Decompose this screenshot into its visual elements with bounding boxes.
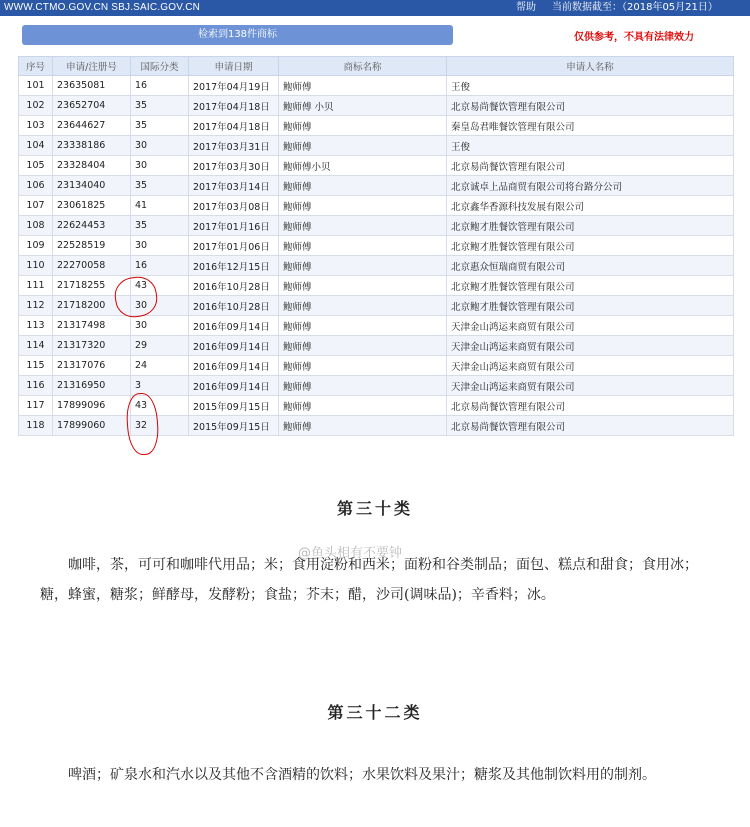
cell-date: 2015年09月15日	[189, 396, 279, 416]
cell-mark-link[interactable]: 鲍师傅	[279, 276, 447, 296]
table-row	[19, 256, 734, 276]
table-row	[19, 176, 734, 196]
cell-mark-link[interactable]: 鲍师傅	[279, 196, 447, 216]
cell-no: 116	[19, 376, 53, 396]
cell-reg-no-link[interactable]: 21317076	[53, 356, 131, 376]
cell-applicant: 王俊	[447, 76, 734, 96]
cell-reg-no-link[interactable]: 22624453	[53, 216, 131, 236]
column-header-date: 申请日期	[189, 57, 279, 76]
cell-mark-link[interactable]: 鲍师傅	[279, 176, 447, 196]
table-row	[19, 316, 734, 336]
result-count-bar: 检索到138件商标	[22, 25, 453, 45]
cell-class: 16	[131, 76, 189, 96]
table-row	[19, 296, 734, 316]
cell-mark-link[interactable]: 鲍师傅	[279, 376, 447, 396]
cell-class: 32	[131, 416, 189, 436]
cell-class: 30	[131, 236, 189, 256]
cell-class: 30	[131, 296, 189, 316]
table-row	[19, 376, 734, 396]
cell-class: 43	[131, 276, 189, 296]
table-row	[19, 116, 734, 136]
cell-date: 2017年01月06日	[189, 236, 279, 256]
cell-no: 108	[19, 216, 53, 236]
cell-no: 113	[19, 316, 53, 336]
cell-reg-no-link[interactable]: 17899096	[53, 396, 131, 416]
cell-no: 115	[19, 356, 53, 376]
column-header-reg-no: 申请/注册号	[53, 57, 131, 76]
table-row	[19, 236, 734, 256]
trademark-results-table	[18, 56, 734, 436]
class-32-description: 啤酒；矿泉水和汽水以及其他不含酒精的饮料；水果饮料及果汁；糖浆及其他制饮料用的制剂。	[68, 767, 656, 783]
cell-class: 35	[131, 96, 189, 116]
cell-reg-no-link[interactable]: 23644627	[53, 116, 131, 136]
cell-applicant: 北京鲍才胜餐饮管理有限公司	[447, 236, 734, 256]
cell-reg-no-link[interactable]: 23635081	[53, 76, 131, 96]
column-header-no: 序号	[19, 57, 53, 76]
table-row	[19, 96, 734, 116]
cell-reg-no-link[interactable]: 23134040	[53, 176, 131, 196]
cell-no: 114	[19, 336, 53, 356]
cell-date: 2015年09月15日	[189, 416, 279, 436]
cell-applicant: 秦皇岛君唯餐饮管理有限公司	[447, 116, 734, 136]
cell-reg-no-link[interactable]: 23328404	[53, 156, 131, 176]
cell-mark-link[interactable]: 鲍师傅	[279, 236, 447, 256]
cell-no: 111	[19, 276, 53, 296]
cell-no: 104	[19, 136, 53, 156]
cell-mark-link[interactable]: 鲍师傅	[279, 76, 447, 96]
cell-class: 35	[131, 216, 189, 236]
cell-reg-no-link[interactable]: 22528519	[53, 236, 131, 256]
cell-applicant: 天津金山鸿运来商贸有限公司	[447, 316, 734, 336]
cell-date: 2016年12月15日	[189, 256, 279, 276]
watermark: @鱼头相有不要钟	[298, 546, 403, 561]
site-url[interactable]: WWW.CTMO.GOV.CN SBJ.SAIC.GOV.CN	[4, 2, 201, 13]
column-header-applicant: 申请人名称	[447, 57, 734, 76]
cell-no: 103	[19, 116, 53, 136]
cell-date: 2016年09月14日	[189, 356, 279, 376]
cell-no: 109	[19, 236, 53, 256]
cell-mark-link[interactable]: 鲍师傅	[279, 396, 447, 416]
cell-applicant: 北京惠众恒瑞商贸有限公司	[447, 256, 734, 276]
cell-date: 2017年01月16日	[189, 216, 279, 236]
cell-no: 102	[19, 96, 53, 116]
cell-class: 30	[131, 156, 189, 176]
cell-class: 30	[131, 136, 189, 156]
cell-class: 35	[131, 176, 189, 196]
cell-reg-no-link[interactable]: 23652704	[53, 96, 131, 116]
cell-date: 2017年03月08日	[189, 196, 279, 216]
cell-reg-no-link[interactable]: 22270058	[53, 256, 131, 276]
cell-mark-link[interactable]: 鲍师傅	[279, 336, 447, 356]
cell-date: 2016年10月28日	[189, 296, 279, 316]
column-header-mark: 商标名称	[279, 57, 447, 76]
cell-applicant: 北京鲍才胜餐饮管理有限公司	[447, 296, 734, 316]
cell-class: 16	[131, 256, 189, 276]
cell-applicant: 北京易尚餐饮管理有限公司	[447, 96, 734, 116]
cell-date: 2017年03月31日	[189, 136, 279, 156]
cell-no: 117	[19, 396, 53, 416]
cell-applicant: 王俊	[447, 136, 734, 156]
table-row	[19, 196, 734, 216]
disclaimer: 仅供参考，不具有法律效力	[574, 32, 694, 43]
cell-applicant: 北京鲍才胜餐饮管理有限公司	[447, 276, 734, 296]
class-30-description: 咖啡，茶，可可和咖啡代用品；米；食用淀粉和西米；面粉和谷类制品；面包、糕点和甜食；食用冰；糖，蜂蜜，糖浆；鲜酵母，发酵粉；食盐；芥末；醋，沙司(调味品)；辛香料；冰。	[40, 557, 698, 603]
table-row	[19, 336, 734, 356]
cell-mark-link[interactable]: 鲍师傅	[279, 296, 447, 316]
cell-mark-link[interactable]: 鲍师傅	[279, 356, 447, 376]
cell-class: 41	[131, 196, 189, 216]
cell-reg-no-link[interactable]: 21316950	[53, 376, 131, 396]
cell-reg-no-link[interactable]: 23061825	[53, 196, 131, 216]
cell-applicant: 北京诚卓上品商贸有限公司将台路分公司	[447, 176, 734, 196]
cell-class: 35	[131, 116, 189, 136]
cell-mark-link[interactable]: 鲍师傅 小贝	[279, 96, 447, 116]
cell-reg-no-link[interactable]: 23338186	[53, 136, 131, 156]
cell-reg-no-link[interactable]: 21317498	[53, 316, 131, 336]
cell-mark-link[interactable]: 鲍师傅	[279, 116, 447, 136]
cell-reg-no-link[interactable]: 21317320	[53, 336, 131, 356]
cell-mark-link[interactable]: 鲍师傅	[279, 316, 447, 336]
cell-class: 24	[131, 356, 189, 376]
cell-no: 112	[19, 296, 53, 316]
cell-date: 2017年03月14日	[189, 176, 279, 196]
cell-class: 30	[131, 316, 189, 336]
cell-date: 2017年04月19日	[189, 76, 279, 96]
cell-applicant: 北京易尚餐饮管理有限公司	[447, 156, 734, 176]
cell-applicant: 北京鑫华香源科技发展有限公司	[447, 196, 734, 216]
table-row	[19, 356, 734, 376]
cell-no: 107	[19, 196, 53, 216]
cell-applicant: 天津金山鸿运来商贸有限公司	[447, 336, 734, 356]
cell-date: 2016年09月14日	[189, 316, 279, 336]
cell-applicant: 天津金山鸿运来商贸有限公司	[447, 376, 734, 396]
cell-reg-no-link[interactable]: 17899060	[53, 416, 131, 436]
cell-applicant: 北京易尚餐饮管理有限公司	[447, 396, 734, 416]
cell-no: 106	[19, 176, 53, 196]
cell-date: 2017年04月18日	[189, 116, 279, 136]
cell-date: 2016年09月14日	[189, 336, 279, 356]
cell-no: 105	[19, 156, 53, 176]
table-header-row	[19, 57, 734, 76]
cell-class: 29	[131, 336, 189, 356]
cell-date: 2017年03月30日	[189, 156, 279, 176]
table-row	[19, 76, 734, 96]
cell-mark-link[interactable]: 鲍师傅	[279, 256, 447, 276]
cell-no: 118	[19, 416, 53, 436]
class-32-title: 第三十二类	[327, 703, 423, 722]
cell-date: 2017年04月18日	[189, 96, 279, 116]
cell-applicant: 北京易尚餐饮管理有限公司	[447, 416, 734, 436]
help-link[interactable]: 帮助	[516, 2, 536, 13]
class-30-title: 第三十类	[336, 499, 413, 518]
cell-mark-link[interactable]: 鲍师傅	[279, 216, 447, 236]
cell-no: 110	[19, 256, 53, 276]
table-row	[19, 396, 734, 416]
top-bar	[0, 0, 750, 16]
table-row	[19, 156, 734, 176]
table-row	[19, 216, 734, 236]
cell-class: 3	[131, 376, 189, 396]
table-row	[19, 276, 734, 296]
cell-applicant: 天津金山鸿运来商贸有限公司	[447, 356, 734, 376]
cell-reg-no-link[interactable]: 21718200	[53, 296, 131, 316]
cell-date: 2016年09月14日	[189, 376, 279, 396]
cell-reg-no-link[interactable]: 21718255	[53, 276, 131, 296]
table-row	[19, 136, 734, 156]
cell-applicant: 北京鲍才胜餐饮管理有限公司	[447, 216, 734, 236]
table-row	[19, 416, 734, 436]
cell-mark-link[interactable]: 鲍师傅小贝	[279, 156, 447, 176]
cell-date: 2016年10月28日	[189, 276, 279, 296]
cell-class: 43	[131, 396, 189, 416]
column-header-class: 国际分类	[131, 57, 189, 76]
data-date: 当前数据截至：（2018年05月21日）	[552, 2, 718, 13]
cell-mark-link[interactable]: 鲍师傅	[279, 136, 447, 156]
cell-no: 101	[19, 76, 53, 96]
cell-mark-link[interactable]: 鲍师傅	[279, 416, 447, 436]
